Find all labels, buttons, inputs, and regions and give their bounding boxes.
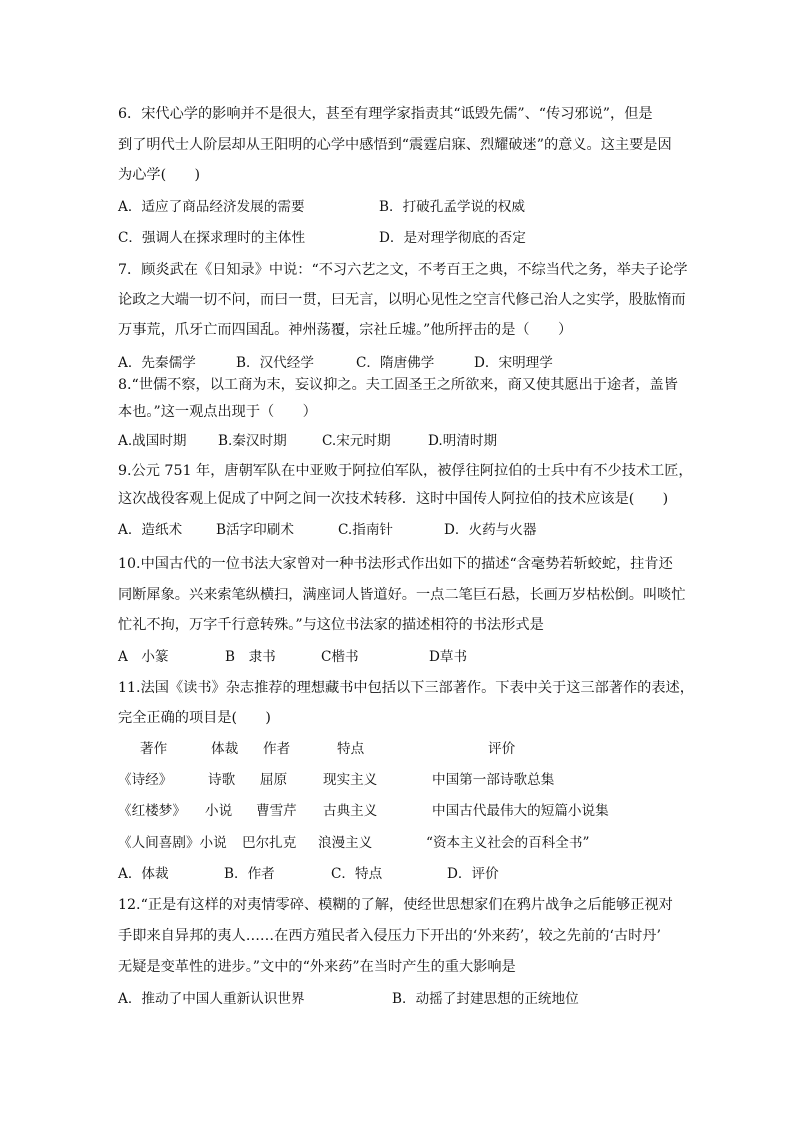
q10-option-b: B 隶书 <box>225 649 276 665</box>
table-cell-r1-evaluation: 中国第一部诗歌总集 <box>432 772 555 788</box>
table-header-author: 作者 <box>263 741 291 757</box>
q9-stem-line-2: 这次战役客观上促成了中阿之间一次技术转移．这时中国传人阿拉伯的技术应该是( ) <box>118 491 669 507</box>
q7-stem-line-3: 万事荒，爪牙亡而四国乱。神州荡覆，宗社丘墟。”他所抨击的是（ ） <box>118 322 573 338</box>
table-cell-r1-author: 屈原 <box>260 772 288 788</box>
table-header-work: 著作 <box>140 741 168 757</box>
q11-option-c: C．特点 <box>331 866 383 882</box>
q10-stem-line-2: 同断犀象。兴来索笔纵横扫，满座词人皆道好。一点二笔巨石悬，长画万岁枯松倒。叫啖忙 <box>118 587 686 603</box>
q8-option-b: B.秦汉时期 <box>218 433 287 449</box>
q7-option-c: C．隋唐佛学 <box>356 355 435 371</box>
table-cell-r3-evaluation: “资本主义社会的百科全书” <box>426 835 590 851</box>
table-cell-r2-evaluation: 中国古代最伟大的短篇小说集 <box>432 803 609 819</box>
q11-stem-line-2: 完全正确的项目是( ) <box>118 710 271 726</box>
q6-stem-line-3: 为心学( ) <box>118 167 201 183</box>
q11-option-a: A．体裁 <box>118 866 169 882</box>
table-header-feature: 特点 <box>337 741 365 757</box>
q10-stem-line-1: 10.中国古代的一位书法大家曾对一种书法形式作出如下的描述“含毫势若斩蛟蛇，拄肯还 <box>118 556 673 572</box>
q8-option-a: A.战国时期 <box>118 433 187 449</box>
q7-option-d: D．宋明理学 <box>474 355 553 371</box>
table-cell-r2-work: 《红楼梦》 <box>118 803 186 819</box>
q9-option-a: A．造纸术 <box>118 522 183 538</box>
table-cell-r2-genre: 小说 <box>205 803 233 819</box>
table-header-genre: 体裁 <box>211 741 239 757</box>
q6-stem-line-2: 到了明代士人阶层却从王阳明的心学中感悟到“震霆启寐、烈耀破迷”的意义。这主要是因 <box>118 137 672 153</box>
q9-stem-line-1: 9.公元 751 年，唐朝军队在中亚败于阿拉伯军队，被俘往阿拉伯的士兵中有不少技术工匠， <box>118 463 693 479</box>
q12-stem-line-2: 手即来自异邦的夷人……在西方殖民者入侵压力下开出的‘外来药’，较之先前的‘古时丹’ <box>118 928 661 944</box>
q9-option-c: C.指南针 <box>338 522 394 538</box>
q8-stem-line-2: 本也。”这一观点出现于（ ） <box>118 404 317 420</box>
q12-option-a: A．推动了中国人重新认识世界 <box>118 991 305 1007</box>
q12-stem-line-1: 12.“正是有这样的对夷情零碎、模糊的了解，使经世思想家们在鸦片战争之后能够正视对 <box>118 897 673 913</box>
q11-option-d: D．评价 <box>447 866 499 882</box>
table-cell-r3-work: 《人间喜剧》小说 <box>118 835 227 851</box>
q12-option-b: B．动摇了封建思想的正统地位 <box>392 991 579 1007</box>
q10-option-c: C楷书 <box>321 649 359 665</box>
q10-option-d: D草书 <box>429 649 468 665</box>
q10-stem-line-3: 忙礼不拘，万字千行意转殊。”与这位书法家的描述相符的书法形式是 <box>118 617 544 633</box>
q11-stem-line-1: 11.法国《读书》杂志推荐的理想藏书中包括以下三部著作。下表中关于这三部著作的表述， <box>118 680 694 696</box>
q10-option-a: A 小篆 <box>118 649 169 665</box>
q7-stem-line-2: 论政之大端一切不问，而曰一贯，曰无言，以明心见性之空言代修己治人之实学，股肱惰而 <box>118 292 686 308</box>
q6-stem-line-1: 6．宋代心学的影响并不是很大，甚至有理学家指责其“诋毁先儒”、“传习邪说”，但是 <box>118 106 653 122</box>
q6-option-d: D．是对理学彻底的否定 <box>379 230 526 246</box>
table-cell-r1-genre: 诗歌 <box>208 772 236 788</box>
q7-option-b: B．汉代经学 <box>236 355 314 371</box>
q7-option-a: A．先秦儒学 <box>118 355 196 371</box>
q9-option-b: B活字印刷术 <box>216 522 294 538</box>
q11-option-b: B．作者 <box>224 866 275 882</box>
q12-stem-line-3: 无疑是变革性的进步。”文中的“外来药”在当时产生的重大影响是 <box>118 959 516 975</box>
table-cell-r3-feature: 浪漫主义 <box>318 835 373 851</box>
q8-option-d: D.明清时期 <box>428 433 498 449</box>
table-header-evaluation: 评价 <box>488 741 516 757</box>
q8-stem-line-1: 8.“世儒不察，以工商为末，妄议抑之。夫工固圣王之所欲来，商又使其愿出于途者，盖皆 <box>118 377 678 393</box>
table-cell-r2-author: 曹雪芹 <box>256 803 297 819</box>
q6-option-c: C．强调人在探求理时的主体性 <box>118 230 306 246</box>
q6-option-b: B．打破孔孟学说的权威 <box>379 199 525 215</box>
q7-stem-line-1: 7．顾炎武在《日知录》中说：“不习六艺之文，不考百王之典，不综当代之务，举夫子论学 <box>118 262 688 278</box>
q9-option-d: D．火药与火器 <box>444 522 537 538</box>
table-cell-r1-feature: 现实主义 <box>323 772 378 788</box>
q8-option-c: C.宋元时期 <box>322 433 391 449</box>
table-cell-r2-feature: 古典主义 <box>323 803 378 819</box>
q6-option-a: A．适应了商品经济发展的需要 <box>118 199 305 215</box>
table-cell-r3-author: 巴尔扎克 <box>242 835 297 851</box>
table-cell-r1-work: 《诗经》 <box>118 772 173 788</box>
